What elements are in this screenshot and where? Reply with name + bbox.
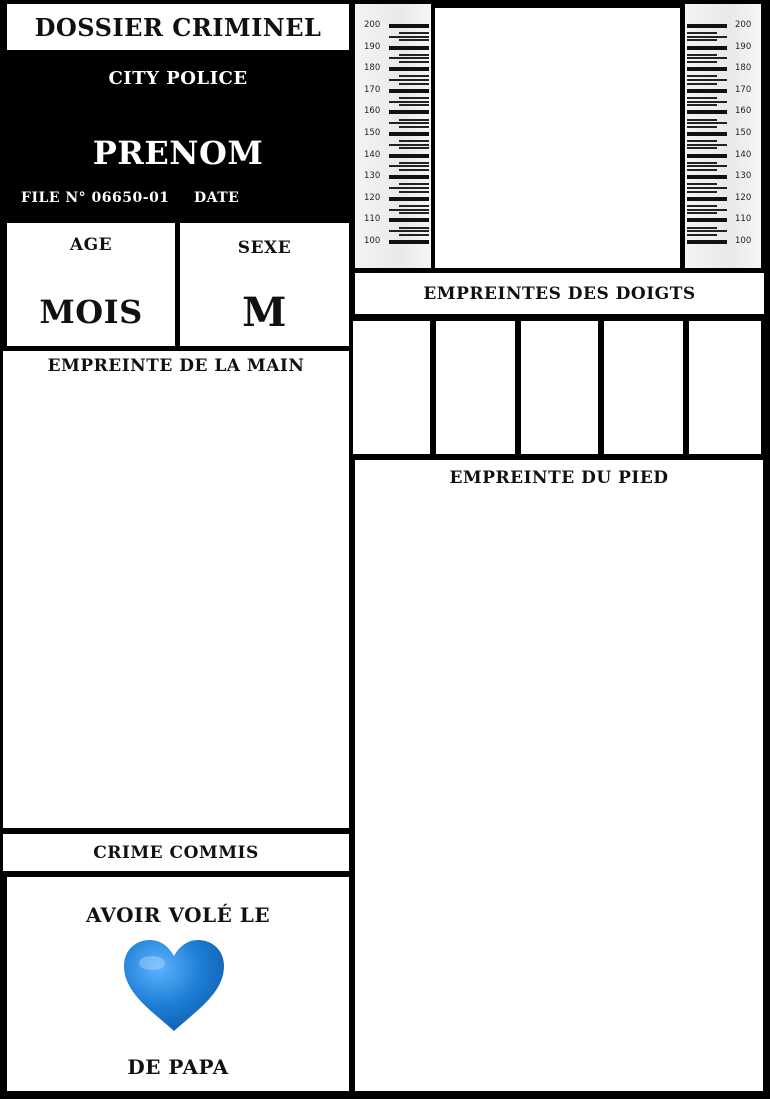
ruler-minor-tick	[399, 75, 429, 77]
ruler-major-tick	[687, 154, 727, 158]
ruler-major-tick	[389, 154, 429, 158]
ruler-minor-tick	[399, 54, 429, 56]
sex-label: SEXE	[237, 238, 292, 258]
ruler-minor-tick	[687, 119, 717, 121]
ruler-tick-label: 190	[735, 41, 752, 52]
ruler-minor-tick	[687, 162, 717, 164]
sex-box	[180, 223, 349, 346]
ruler-tick-label: 140	[735, 149, 752, 160]
ruler-minor-tick	[687, 183, 717, 185]
ruler-major-tick	[687, 46, 727, 50]
ruler-minor-tick	[389, 79, 429, 81]
ruler-major-tick	[687, 197, 727, 201]
file-number: FILE N° 06650-01	[21, 190, 170, 206]
ruler-major-tick	[389, 175, 429, 179]
age-box	[7, 223, 175, 346]
ruler-minor-tick	[687, 205, 717, 207]
ruler-major-tick	[389, 197, 429, 201]
ruler-minor-tick	[389, 36, 429, 38]
ruler-major-tick	[389, 218, 429, 222]
ruler-major-tick	[687, 132, 727, 136]
ruler-tick-label: 180	[364, 63, 381, 74]
ruler-tick-label: 160	[735, 106, 752, 117]
date-label: DATE	[194, 190, 240, 206]
ruler-major-tick	[687, 175, 727, 179]
ruler-major-tick	[687, 218, 727, 222]
finger-slot	[436, 321, 515, 454]
height-ruler-right	[685, 4, 761, 268]
ruler-major-tick	[389, 46, 429, 50]
finger-slot	[353, 321, 430, 454]
ruler-minor-tick	[399, 205, 429, 207]
ruler-minor-tick	[687, 227, 717, 229]
crime-description-box	[7, 877, 349, 1091]
name-label: PRENOM	[92, 134, 264, 172]
ruler-minor-tick	[687, 32, 717, 34]
ruler-minor-tick	[687, 147, 717, 149]
ruler-minor-tick	[389, 144, 429, 146]
mugshot-photo-frame	[435, 8, 680, 268]
ruler-major-tick	[389, 132, 429, 136]
ruler-minor-tick	[399, 32, 429, 34]
height-ruler-left	[355, 4, 431, 268]
ruler-minor-tick	[389, 122, 429, 124]
ruler-tick-label: 180	[735, 63, 752, 74]
ruler-minor-tick	[389, 187, 429, 189]
ruler-tick-label: 100	[364, 236, 381, 246]
dossier-title: DOSSIER CRIMINEL	[34, 13, 322, 42]
fingerprints-title-box	[355, 273, 764, 314]
ruler-major-tick	[389, 24, 429, 28]
ruler-minor-tick	[687, 79, 727, 81]
ruler-minor-tick	[399, 227, 429, 229]
ruler-minor-tick	[687, 234, 717, 236]
ruler-minor-tick	[399, 104, 429, 106]
ruler-major-tick	[389, 110, 429, 114]
finger-slot	[604, 321, 683, 454]
ruler-minor-tick	[687, 61, 717, 63]
crime-title: CRIME COMMIS	[93, 843, 259, 863]
agency-label: CITY POLICE	[108, 68, 248, 89]
ruler-tick-label: 200	[735, 20, 752, 30]
ruler-minor-tick	[687, 97, 717, 99]
ruler-minor-tick	[687, 209, 727, 211]
ruler-minor-tick	[687, 187, 727, 189]
ruler-minor-tick	[389, 57, 429, 59]
ruler-minor-tick	[399, 97, 429, 99]
ruler-tick-label: 190	[364, 41, 381, 52]
age-label: AGE	[69, 235, 113, 255]
ruler-minor-tick	[399, 183, 429, 185]
ruler-minor-tick	[687, 57, 727, 59]
ruler-minor-tick	[399, 212, 429, 214]
ruler-minor-tick	[687, 165, 727, 167]
ruler-minor-tick	[687, 191, 717, 193]
ruler-tick-label: 170	[735, 84, 752, 95]
ruler-minor-tick	[389, 209, 429, 211]
ruler-tick-label: 150	[364, 128, 381, 138]
ruler-major-tick	[389, 89, 429, 93]
ruler-minor-tick	[687, 75, 717, 77]
heart-icon	[122, 939, 226, 1033]
handprint-box	[3, 351, 349, 828]
age-value: MOIS	[39, 293, 143, 331]
ruler-minor-tick	[389, 101, 429, 103]
ruler-minor-tick	[687, 101, 727, 103]
ruler-minor-tick	[687, 122, 727, 124]
ruler-major-tick	[389, 67, 429, 71]
ruler-tick-label: 120	[735, 192, 752, 203]
ruler-minor-tick	[399, 234, 429, 236]
footprint-box	[355, 460, 763, 1091]
ruler-tick-label: 160	[364, 106, 381, 117]
title-box	[7, 4, 349, 50]
ruler-major-tick	[687, 240, 727, 244]
ruler-minor-tick	[389, 230, 429, 232]
ruler-major-tick	[687, 89, 727, 93]
ruler-minor-tick	[687, 36, 727, 38]
ruler-minor-tick	[399, 147, 429, 149]
footprint-title: EMPREINTE DU PIED	[449, 468, 669, 488]
ruler-minor-tick	[687, 104, 717, 106]
ruler-tick-label: 110	[364, 214, 381, 225]
ruler-minor-tick	[399, 83, 429, 85]
finger-slot	[521, 321, 598, 454]
ruler-tick-label: 130	[735, 171, 752, 182]
ruler-minor-tick	[687, 39, 717, 41]
ruler-minor-tick	[399, 126, 429, 128]
ruler-major-tick	[687, 24, 727, 28]
fingerprints-title: EMPREINTES DES DOIGTS	[423, 284, 696, 304]
ruler-minor-tick	[687, 230, 727, 232]
crime-line-1: AVOIR VOLÉ LE	[85, 903, 271, 927]
ruler-minor-tick	[687, 140, 717, 142]
ruler-tick-label: 120	[364, 192, 381, 203]
header-panel	[7, 52, 349, 218]
ruler-minor-tick	[687, 212, 717, 214]
ruler-tick-label: 140	[364, 149, 381, 160]
ruler-tick-label: 170	[364, 84, 381, 95]
ruler-major-tick	[389, 240, 429, 244]
sex-value: M	[242, 289, 287, 336]
ruler-minor-tick	[687, 144, 727, 146]
ruler-minor-tick	[399, 39, 429, 41]
ruler-minor-tick	[399, 169, 429, 171]
ruler-minor-tick	[399, 191, 429, 193]
ruler-major-tick	[687, 67, 727, 71]
ruler-major-tick	[687, 110, 727, 114]
ruler-minor-tick	[687, 83, 717, 85]
finger-slot	[689, 321, 761, 454]
ruler-minor-tick	[399, 61, 429, 63]
ruler-minor-tick	[399, 119, 429, 121]
crime-title-box	[3, 834, 349, 871]
ruler-minor-tick	[687, 126, 717, 128]
ruler-minor-tick	[687, 54, 717, 56]
ruler-tick-label: 100	[735, 236, 752, 246]
ruler-minor-tick	[687, 169, 717, 171]
ruler-minor-tick	[389, 165, 429, 167]
ruler-minor-tick	[399, 140, 429, 142]
ruler-tick-label: 150	[735, 128, 752, 138]
ruler-tick-label: 200	[364, 20, 381, 30]
crime-line-2: DE PAPA	[127, 1055, 229, 1079]
ruler-tick-label: 110	[735, 214, 752, 225]
ruler-tick-label: 130	[364, 171, 381, 182]
ruler-minor-tick	[399, 162, 429, 164]
handprint-title: EMPREINTE DE LA MAIN	[47, 356, 305, 376]
